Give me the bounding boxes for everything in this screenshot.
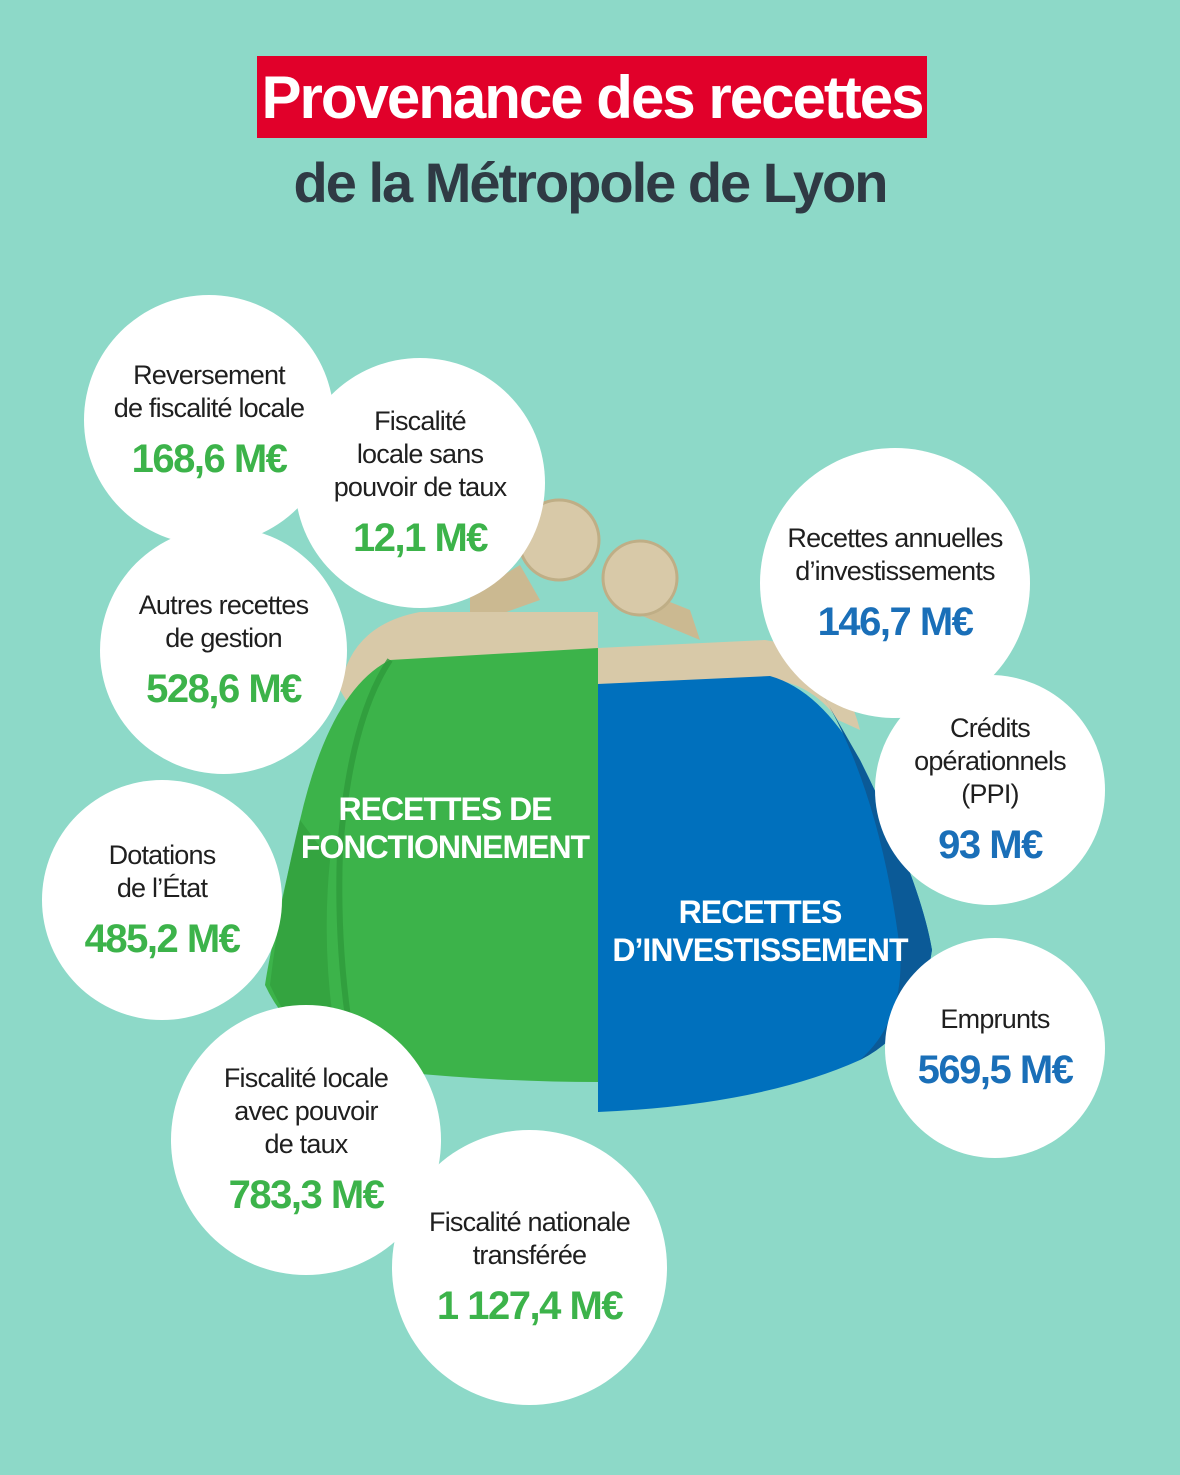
bubble-label: Crédits opérationnels (PPI) xyxy=(914,713,1066,809)
bubble-label: Emprunts xyxy=(940,1004,1050,1034)
bubble-value: 528,6 M€ xyxy=(146,667,301,711)
bubble-credits-operationnels xyxy=(875,675,1105,905)
bubble-value: 12,1 M€ xyxy=(352,516,488,560)
bubble-fiscalite-nationale xyxy=(392,1130,667,1405)
bubble-label: Fiscalité locale sans pouvoir de taux xyxy=(333,406,507,502)
bubble-emprunts xyxy=(885,938,1105,1158)
title-line-2: de la Métropole de Lyon xyxy=(293,151,887,214)
title-line-1: Provenance des recettes xyxy=(261,63,923,131)
bubble-value: 485,2 M€ xyxy=(84,916,240,961)
bubble-value: 1 127,4 M€ xyxy=(436,1284,623,1328)
bubble-autres-recettes xyxy=(100,527,347,774)
bubble-value: 93 M€ xyxy=(938,823,1042,867)
bubble-label: Recettes annuelles d’investissements xyxy=(787,522,1003,586)
bubble-label: Fiscalité nationale transférée xyxy=(429,1207,630,1270)
bubble-value: 569,5 M€ xyxy=(917,1048,1073,1092)
bubble-fiscalite-sans-pouvoir xyxy=(295,358,545,608)
purse-label-fonctionnement: RECETTES DE FONCTIONNEMENT xyxy=(300,791,590,865)
bubble-label: Autres recettes de gestion xyxy=(138,590,309,653)
purse-label-investissement: RECETTES D’INVESTISSEMENT xyxy=(612,894,908,968)
bubble-dotations xyxy=(42,780,282,1020)
bubble-label: Dotations de l’État xyxy=(108,839,216,903)
bubble-label: Reversement de fiscalité locale xyxy=(113,359,305,423)
bubble-value: 168,6 M€ xyxy=(131,436,287,481)
bubble-label: Fiscalité locale avec pouvoir de taux xyxy=(223,1063,389,1159)
bubble-value: 146,7 M€ xyxy=(817,599,973,644)
bubble-value: 783,3 M€ xyxy=(228,1173,384,1217)
